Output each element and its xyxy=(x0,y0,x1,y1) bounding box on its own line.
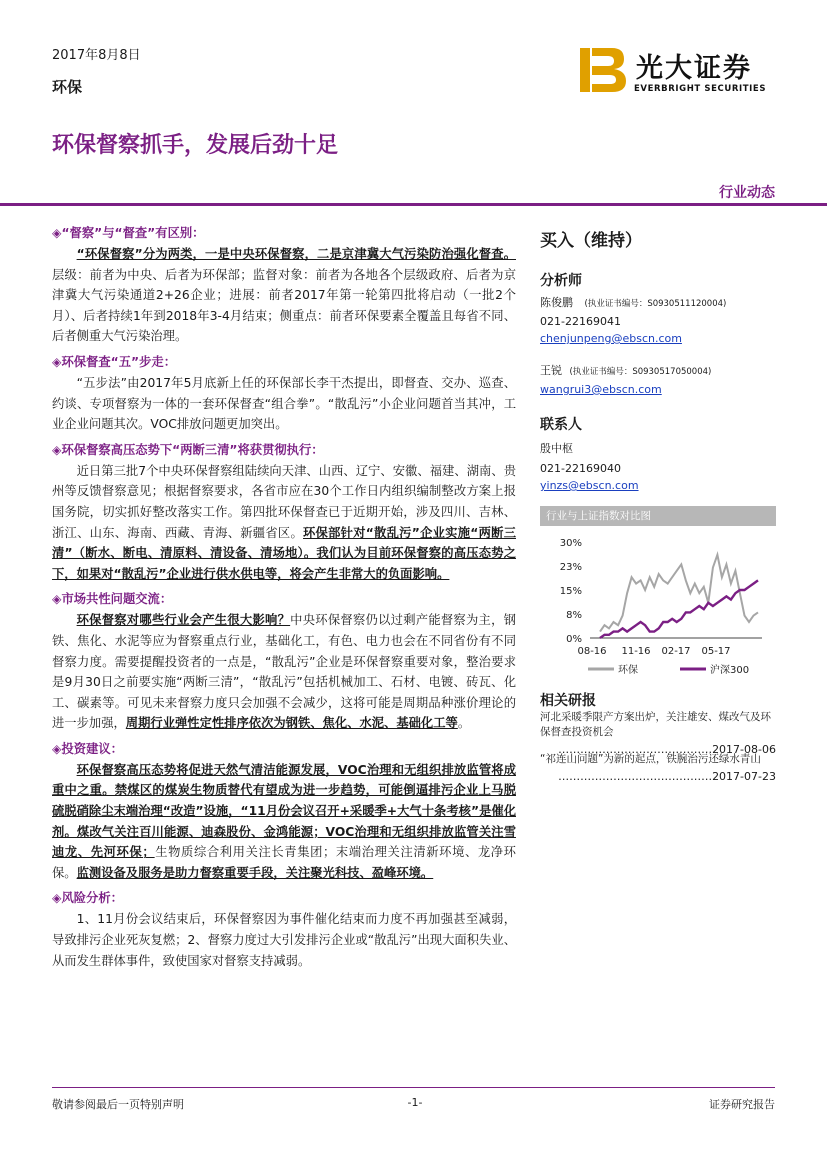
footer-report-kind: 证券研究报告 xyxy=(709,1098,775,1111)
main-body xyxy=(52,222,516,971)
header-divider xyxy=(0,203,827,206)
analyst-phone: 021-22169041 xyxy=(540,315,621,328)
section-heading: ◈环保督查“五”步走： xyxy=(52,354,176,369)
x-tick-label: 11-16 xyxy=(621,646,651,657)
contact-name: 殷中枢 xyxy=(540,442,573,455)
text-run: 1、11月份会议结束后，环保督察因为事件催化结束而力度不再加强甚至减弱，导致排污企业死灰复燃；2、督察力度过大引发排污企业或“散乱污”出现大面积失业、从而发生群体事件，致使国家对督察支持减弱。 xyxy=(52,912,516,968)
chart-plot xyxy=(540,526,776,676)
related-dots: …………………………………… xyxy=(558,743,713,756)
footer-disclaimer: 敬请参阅最后一页特别声明 xyxy=(52,1098,184,1111)
brand-name-en: EVERBRIGHT SECURITIES xyxy=(634,84,767,94)
text-run: 中央环保督察仍以过剩产能督察为主，钢铁、焦化、水泥等应为督察重点行业，基础化工，有色、电力也会在不同省份有不同督察力度。需要提醒投资者的一点是，“散乱污”企业是环保督察重要对象，整治要求是9月30日之前要实施“两断三清”，“散乱污”包括机械加工、石材、电镀、砖瓦、化工、碳素等。可见未来督察力度只会加强不会减少，这将可能是周期品种涨价理论的进一步加强， xyxy=(52,613,516,731)
contact-info xyxy=(540,440,780,494)
related-date: 2017-07-23 xyxy=(712,770,776,783)
analyst-cert: (执业证书编号：S0930517050004) xyxy=(569,367,712,377)
related-date: 2017-08-06 xyxy=(712,743,776,756)
related-title[interactable]: 河北采暖季限产方案出炉，关注雄安、煤改气及环保督查投资机会 xyxy=(540,711,771,738)
analyst-name: 王锐 xyxy=(540,364,562,377)
contact-email-link[interactable]: yinzs@ebscn.com xyxy=(540,479,639,492)
x-tick-label: 02-17 xyxy=(661,646,691,657)
brand-name-cn: 光大证券 xyxy=(636,53,752,84)
analyst-email-link[interactable]: wangrui3@ebscn.com xyxy=(540,383,662,396)
section-paragraph xyxy=(52,909,516,971)
section-heading: ◈风险分析： xyxy=(52,891,123,906)
footer-divider xyxy=(52,1087,775,1088)
related-dots: …………………………………… xyxy=(558,770,713,783)
section-paragraph xyxy=(52,610,516,734)
y-tick-label: 8% xyxy=(566,610,582,621)
section-paragraph xyxy=(52,244,516,347)
analyst-cert: (执业证书编号：S0930511120004) xyxy=(584,299,727,309)
section-heading: ◈市场共性问题交流： xyxy=(52,592,173,607)
text-run: 环保督察高压态势将促进天然气清洁能源发展，VOC治理和无组织排放监管将成重中之重。禁煤区的煤炭生物质替代有望成为进一步趋势，可能倒逼排污企业上马脱硫脱硝除尘末端治理“改造”设施，“11月份会议召开+采暖季+大气十条考核”是催化剂。煤改气关注百川能源、迪森股份、金鸿能源；VOC治理和无组织排放监管关注雪迪龙、先河环保； xyxy=(52,762,516,860)
text-run: 环保督察对哪些行业会产生很大影响？ xyxy=(76,613,291,628)
index-comparison-chart xyxy=(540,506,776,676)
brand-mark-icon xyxy=(578,44,630,96)
contact-phone: 021-22169040 xyxy=(540,462,621,475)
report-title: 环保督察抓手，发展后劲十足 xyxy=(52,133,339,158)
text-run: 层级：前者为中央、后者为环保部；监督对象：前者为各地各个层级政府、后者为京津冀大气污染通道2+26企业；进展：前者2017年第一轮第四批将启动（一批2个月）、后者持续1年到2018年3-4月结束；侧重点：前者环保要素全覆盖且每省不同、后者侧重大气污染治理。 xyxy=(52,267,516,344)
text-run: 周期行业弹性定性排序依次为钢铁、焦化、水泥、基础化工等 xyxy=(125,716,458,731)
analyst-1 xyxy=(540,294,780,347)
text-run: 。 xyxy=(457,716,471,731)
text-run: 近日第三批7个中央环保督察组陆续向天津、山西、辽宁、安徽、福建、湖南、贵州等反馈督察意见；根据督察要求，各省市应在30个工作日内组织编制整改方案上报国务院，切实抓好整改落实工作。第四批环保督查已于近期开始，涉及四川、吉林、浙江、山东、海南、西藏、青海、新疆省区。 xyxy=(52,463,516,540)
section-heading: ◈“督察”与“督查”有区别： xyxy=(52,226,205,240)
y-tick-label: 0% xyxy=(566,634,582,645)
section-paragraph xyxy=(52,373,516,435)
text-run: 环保部针对“散乱污”企业实施“两断三清”（断水、断电、清原料、清设备、清场地）。我们认为目前环保督察的高压态势之下，如果对“散乱污”企业进行供水供电等，将会产生非常大的负面影响。 xyxy=(52,525,516,581)
x-tick-label: 08-16 xyxy=(577,646,607,657)
chart-title: 行业与上证指数对比图 xyxy=(540,506,776,526)
analyst-email-link[interactable]: chenjunpeng@ebscn.com xyxy=(540,332,682,345)
report-type: 行业动态 xyxy=(719,185,775,201)
sector-label: 环保 xyxy=(52,78,83,96)
x-tick-label: 05-17 xyxy=(701,646,731,657)
text-run: 生物质综合利用关注长青集团；末端治理关注清新环境、龙净环保。 xyxy=(52,845,516,880)
section-heading: ◈环保督察高压态势下“两断三清”将获贯彻执行： xyxy=(52,442,324,457)
related-item[interactable] xyxy=(540,752,776,784)
analyst-2 xyxy=(540,362,780,398)
analyst-heading: 分析师 xyxy=(540,273,582,289)
legend-label: 环保 xyxy=(618,665,638,676)
section-paragraph xyxy=(52,461,516,585)
section-heading: ◈投资建议： xyxy=(52,741,123,756)
legend-label: 沪深300 xyxy=(710,665,750,676)
brand-logo xyxy=(578,44,788,98)
related-item[interactable] xyxy=(540,710,776,757)
related-title[interactable]: “祁连山问题”为新的起点，铁腕治污还绿水青山 xyxy=(540,753,761,765)
rating: 买入（维持） xyxy=(540,231,642,251)
y-tick-label: 15% xyxy=(559,586,582,597)
section-paragraph xyxy=(52,760,516,884)
analyst-name: 陈俊鹏 xyxy=(540,296,573,309)
contact-heading: 联系人 xyxy=(540,417,582,433)
text-run: “环保督察”分为两类，一是中央环保督察，二是京津冀大气污染防治强化督查。 xyxy=(76,247,516,261)
y-tick-label: 30% xyxy=(559,538,582,549)
page-number: -1- xyxy=(407,1096,423,1109)
text-run: “五步法”由2017年5月底新上任的环保部长李干杰提出，即督查、交办、巡查、约谈、专项督察为一体的一套环保督查“组合拳”。“散乱污”小企业问题首当其冲，工业企业问题其次。VOC排放问题更加突出。 xyxy=(52,375,516,432)
report-date: 2017年8月8日 xyxy=(52,48,141,63)
y-tick-label: 23% xyxy=(559,562,582,573)
text-run: 监测设备及服务是助力督察重要手段，关注聚光科技、盈峰环境。 xyxy=(76,865,434,880)
related-heading: 相关研报 xyxy=(540,693,596,709)
